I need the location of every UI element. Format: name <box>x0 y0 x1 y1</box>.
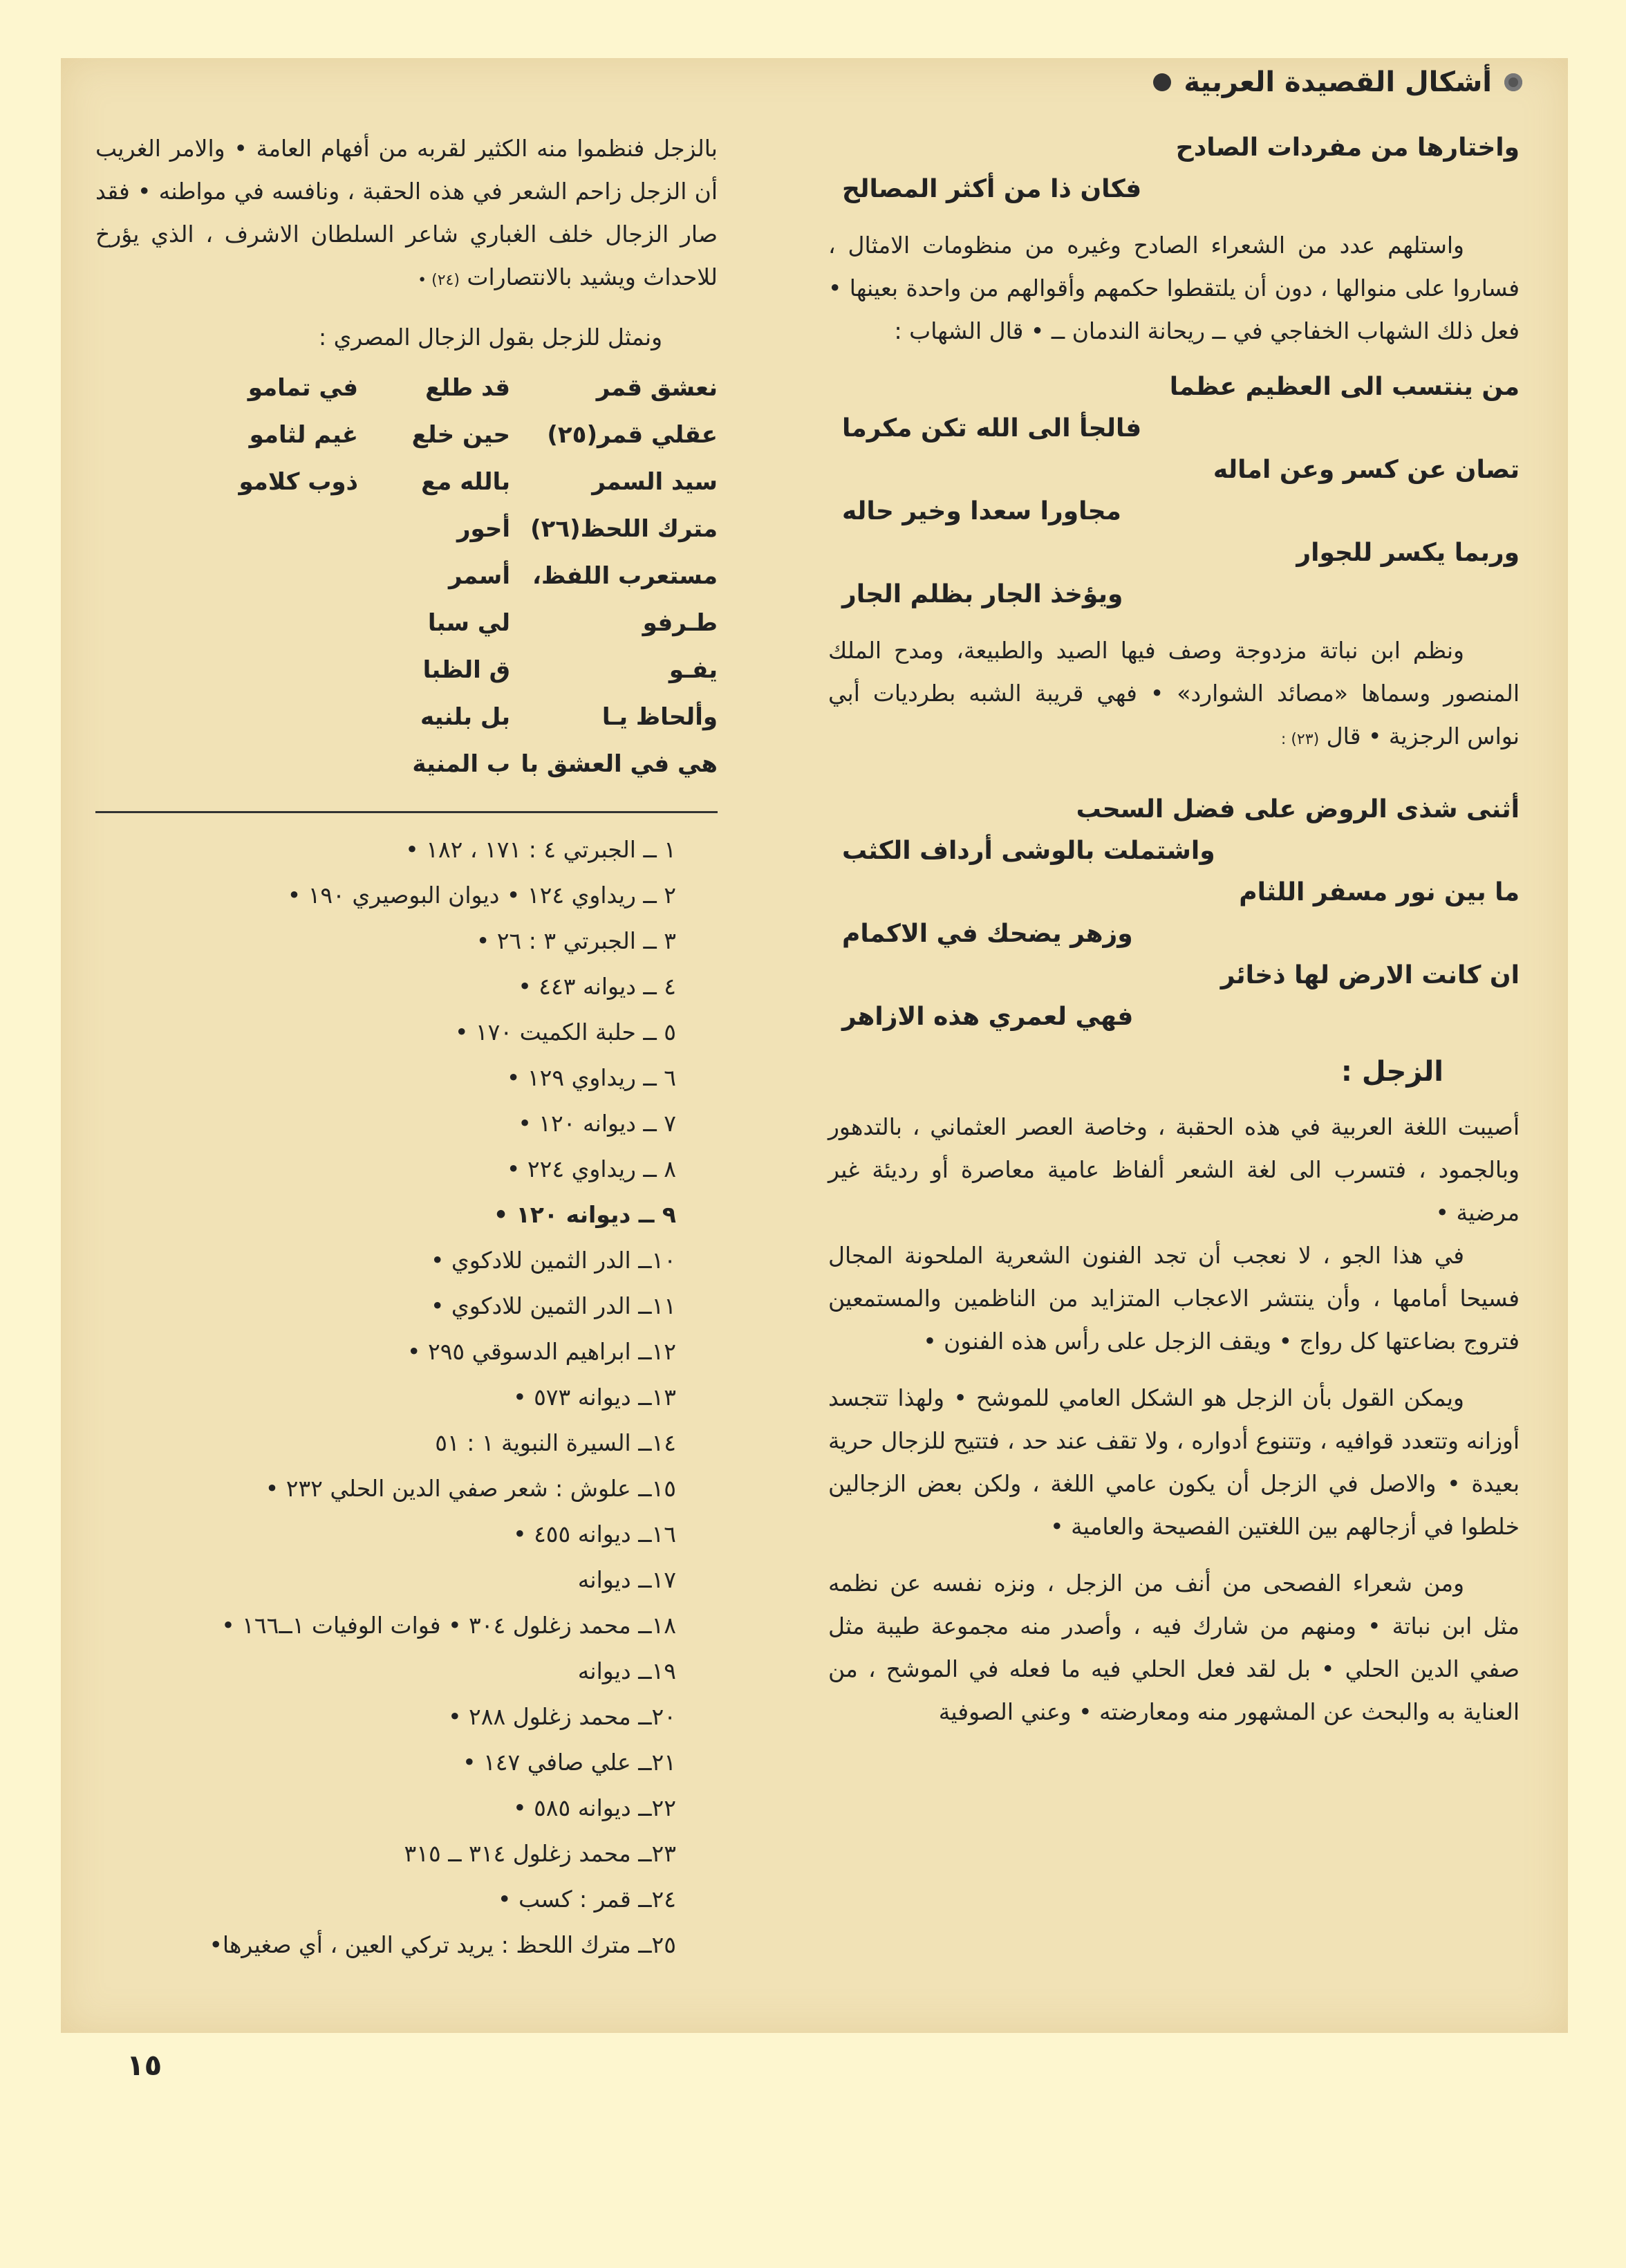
footnote-ref: (٢٤) • <box>418 272 460 289</box>
footnote: ٢١ــ علي صافي ١٤٧ • <box>462 1749 676 1776</box>
footnote: ١٦ــ ديوانه ٤٥٥ • <box>513 1521 676 1547</box>
footnote: ٧ ــ ديوانه ١٢٠ • <box>518 1110 676 1137</box>
verse-line: من ينتسب الى العظيم عظما <box>1169 373 1520 401</box>
footnote: ٥ ــ حلبة الكميت ١٧٠ • <box>454 1019 676 1045</box>
footnote: ١٤ــ السيرة النبوية ١ : ٥١ <box>435 1429 676 1456</box>
footnote: ٢٤ــ قمر : كسب • <box>498 1886 676 1913</box>
footnote: ٦ ــ ريداوي ١٢٩ • <box>506 1064 676 1091</box>
footnote: ١٢ــ ابراهيم الدسوقي ٢٩٥ • <box>407 1338 676 1365</box>
zajal-row: طـرفو لي سبا <box>427 609 718 637</box>
verse-line: تصان عن كسر وعن اماله <box>1213 456 1520 484</box>
zajal-row: يفـو ق الظبا <box>422 656 718 684</box>
verse-line: وزهر يضحك في الاكمام <box>842 920 1133 948</box>
footnote: ٢٣ــ محمد زغلول ٣١٤ ــ ٣١٥ <box>404 1840 676 1867</box>
verse-line: فهي لعمري هذه الازاهر <box>842 1003 1134 1031</box>
paragraph: ويمكن القول بأن الزجل هو الشكل العامي للموشح • ولهذا تتجسد أوزانه وتتعدد قوافيه ، وتتنوع أدواره ، ولا تقف عند حد ، فتتيح للزجال حرية بعيدة • والاصل في الزجل أن يكون عامي اللغة ، ولكن بعض الزجالين خلطوا في أزجالهم بين اللغتين الفصيحة والعامية • <box>828 1384 1520 1540</box>
verse-line: ويؤخذ الجار بظلم الجار <box>842 580 1123 608</box>
footnote: ٢٠ــ محمد زغلول ٢٨٨ • <box>448 1703 676 1730</box>
paragraph: واستلهم عدد من الشعراء الصادح وغيره من منظومات الامثال ، فساروا على منوالها ، دون أن يلتقطوا حكمهم وأقوالهم من واحدة بعينها • فعل ذلك الشهاب الخفاجي في ــ ريحانة الندمان ــ • قال الشهاب : <box>828 232 1520 344</box>
bullet-icon <box>1504 73 1522 91</box>
paragraph: بالزجل فنظموا منه الكثير لقربه من أفهام العامة • والامر الغريب أن الزجل زاحم الشعر في هذه الحقبة ، ونافسه في مواطنه • فقد صار الزجال خلف الغباري شاعر السلطان الاشرف ، الذي يؤرخ للاحداث ويشيد بالانتصارات (٢٤) • <box>95 135 718 290</box>
page <box>61 58 1568 2082</box>
footnote: ٢ ــ ريداوي ١٢٤ • ديوان البوصيري ١٩٠ • <box>287 882 676 909</box>
verse-line: واشتملت بالوشى أرداف الكثب <box>842 837 1215 865</box>
footnote: ٢٥ــ مترك اللحظ : يريد تركي العين ، أي صغيرها• <box>209 1931 676 1958</box>
footnote: ١٥ــ علوش : شعر صفي الدين الحلي ٢٣٢ • <box>265 1475 676 1502</box>
verse-line: وربما يكسر للجوار <box>1296 539 1520 567</box>
paragraph: أصيبت اللغة العربية في هذه الحقبة ، وخاصة العصر العثماني ، بالتدهور وبالجمود ، فتسرب الى لغة الشعر ألفاظ عامية معاصرة أو رديئة غير مرضية • <box>828 1113 1520 1226</box>
footnote: ٤ ــ ديوانه ٤٤٣ • <box>518 973 676 1000</box>
zajal-row: مستعرب اللفظ، أسمر <box>448 562 718 590</box>
verse-line: واختارها من مفردات الصادح <box>1175 133 1520 162</box>
footnote: ٩ ــ ديوانه ١٢٠ • <box>494 1201 676 1228</box>
header-title: أشكال القصيدة العربية <box>1184 66 1492 98</box>
paragraph: ونظم ابن نباتة مزدوجة وصف فيها الصيد والطبيعة، ومدح الملك المنصور وسماها «مصائد الشوارد» • فهي قريبة الشبه بطرديات أبي نواس الرجزية • قال (٢٣) : <box>828 637 1520 750</box>
paragraph: في هذا الجو ، لا نعجب أن تجد الفنون الشعرية الملحونة المجال فسيحا أمامها ، وأن ينتشر الاعجاب المتزايد من الناظمين والمستمعين فتروج بضاعتها كل رواج • ويقف الزجل على رأس هذه الفنون • <box>828 1242 1520 1355</box>
footnote-divider <box>95 811 718 813</box>
footnote: ١ ــ الجبرتي ٤ : ١٧١ ، ١٨٢ • <box>405 836 676 863</box>
zajal-row: مترك اللحظ(٢٦) أحور <box>456 515 718 543</box>
zajal-row: سيد السمر بالله مع ذوب كلامو <box>239 468 718 496</box>
footnotes-list <box>95 827 718 1968</box>
page-number: ١٥ <box>127 2048 162 2082</box>
bullet-icon <box>1153 73 1171 91</box>
zajal-row: وألحاظ يـا بل بلنيه <box>420 703 718 731</box>
footnote: ١٩ــ ديوانه <box>577 1657 676 1684</box>
section-heading: الزجل : <box>1340 1056 1443 1088</box>
verse-line: مجاورا سعدا وخير حاله <box>842 497 1121 526</box>
right-column <box>828 127 1520 1733</box>
zajal-intro: ونمثل للزجل بقول الزجال المصري : <box>318 324 662 351</box>
left-column <box>95 127 718 1968</box>
footnote: ٣ ــ الجبرتي ٣ : ٢٦ • <box>476 927 676 954</box>
footnote: ١٠ــ الدر الثمين للادكوي • <box>430 1247 676 1274</box>
footnote: ١٣ــ ديوانه ٥٧٣ • <box>513 1384 676 1411</box>
paragraph: ومن شعراء الفصحى من أنف من الزجل ، ونزه نفسه عن نظمه مثل ابن نباتة • ومنهم من شارك فيه ، وأصدر منه مجموعة طيبة مثل صفي الدين الحلي • بل لقد فعل الحلي فيه ما فعله في الموشح ، من العناية به والبحث عن المشهور منه ومعارضته • وعني الصوفية <box>828 1570 1520 1725</box>
verse-line: أثنى شذى الروض على فضل السحب <box>1076 795 1520 824</box>
zajal-row: هي في العشق با ب المنية <box>412 750 718 778</box>
footnote: ١٧ــ ديوانه <box>577 1566 676 1593</box>
verse-line: فالجأ الى الله تكن مكرما <box>842 414 1142 443</box>
footnote: ٢٢ــ ديوانه ٥٨٥ • <box>513 1794 676 1821</box>
verse-line: ما بين نور مسفر اللثام <box>1239 878 1520 907</box>
zajal-row: عقلي قمر(٢٥) حين خلع غيم لثامو <box>249 421 718 449</box>
zajal-poem <box>95 364 718 788</box>
zajal-row: نعشق قمر قد طلع في تمامو <box>247 374 718 402</box>
footnote: ٨ ــ ريداوي ٢٢٤ • <box>506 1155 676 1182</box>
verse-line: ان كانت الارض لها ذخائر <box>1220 961 1520 989</box>
footnote: ١٨ــ محمد زغلول ٣٠٤ • فوات الوفيات ١ــ١٦٦ • <box>221 1612 676 1639</box>
footnote: ١١ــ الدر الثمين للادكوي • <box>430 1292 676 1319</box>
running-header <box>1153 66 1522 98</box>
verse-line: فكان ذا من أكثر المصالح <box>842 175 1142 203</box>
footnote-ref: (٢٣) : <box>1280 731 1320 748</box>
